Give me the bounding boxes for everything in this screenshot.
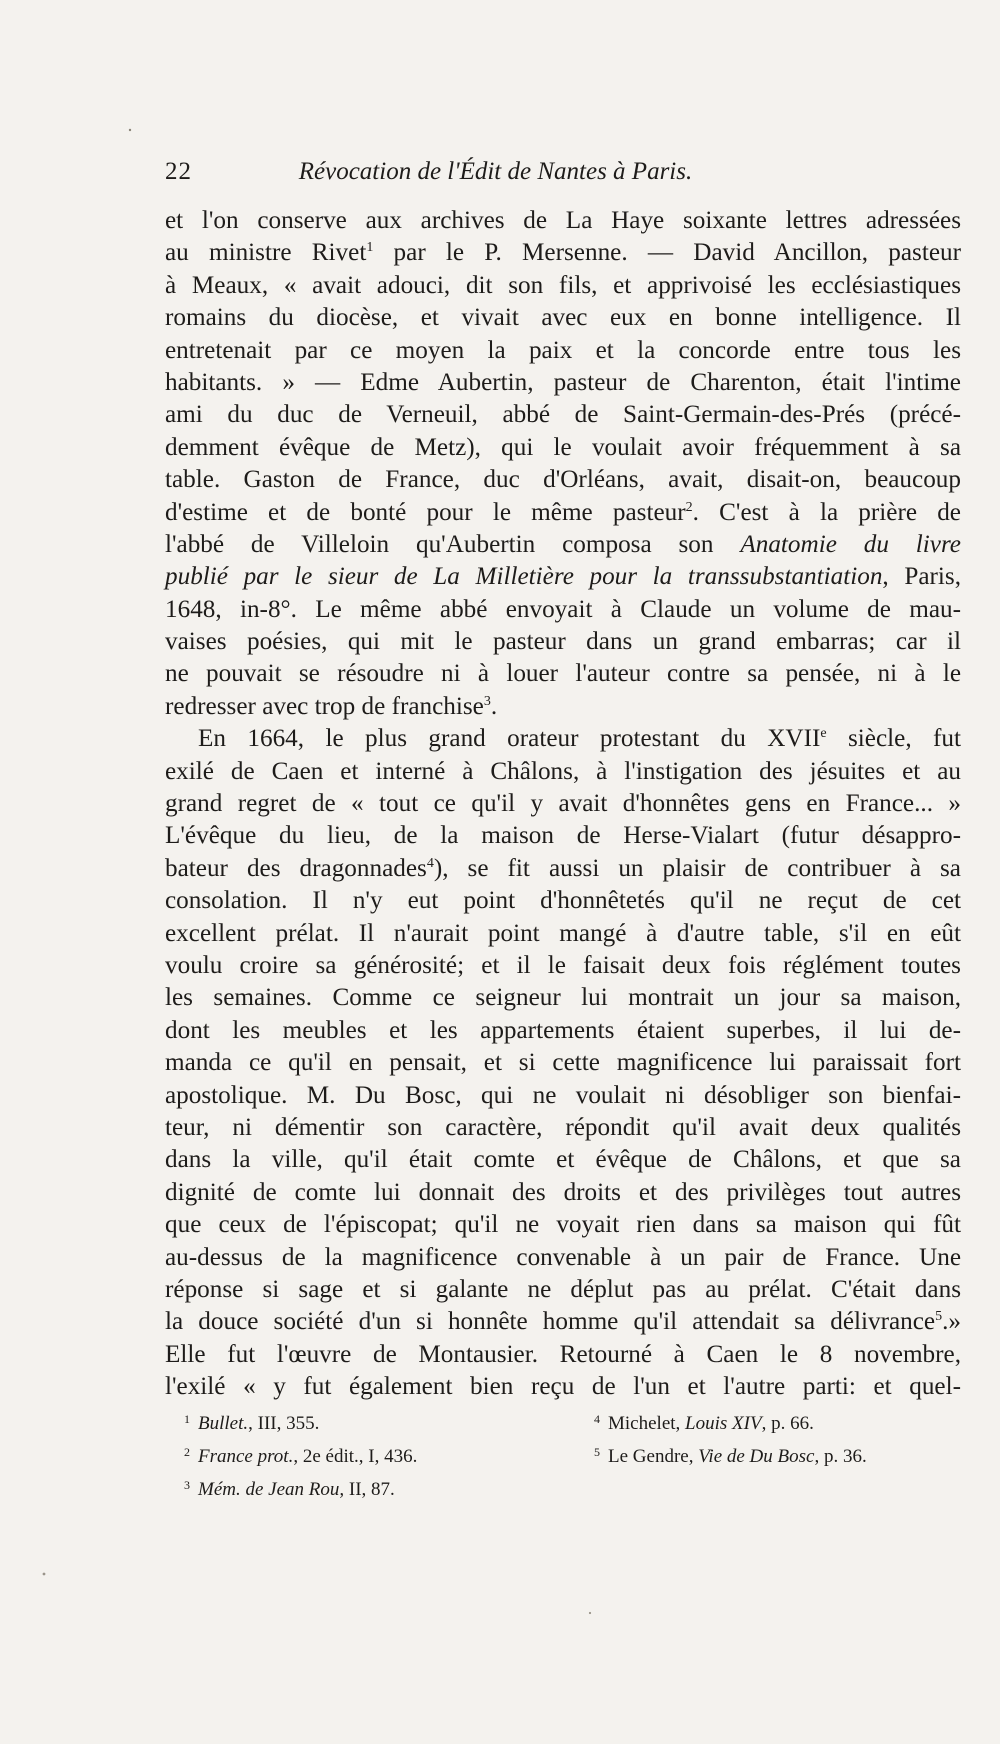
text-line bbox=[165, 853, 961, 885]
text-line bbox=[165, 1177, 961, 1209]
running-head bbox=[165, 158, 790, 194]
footnote-italic-text: Mém. de Jean Rou, bbox=[198, 1479, 345, 1500]
text-line bbox=[165, 950, 961, 982]
footnote-1 bbox=[184, 1405, 584, 1438]
text-line bbox=[165, 594, 961, 626]
text-segment: et l'on conserve aux archives de La Haye soixante lettres adressées bbox=[165, 207, 961, 234]
text-segment: .» bbox=[942, 1308, 961, 1336]
text-segment: teur, ni démentir son caractère, répondit qu'il avait deux qualités bbox=[165, 1113, 961, 1141]
text-line bbox=[165, 464, 961, 496]
footnote-reference: 1 bbox=[366, 240, 374, 256]
text-segment: vaises poésies, qui mit le pasteur dans un grand embarras; car il bbox=[165, 628, 961, 656]
text-segment: Elle fut l'œuvre de Montausier. Retourné à Caen le 8 novembre, bbox=[165, 1340, 961, 1368]
text-line bbox=[165, 820, 961, 852]
footnote-text: Michelet, bbox=[608, 1413, 686, 1434]
text-segment: ), se fit aussi un plaisir de contribuer à sa bbox=[433, 854, 961, 882]
text-segment: voulu croire sa générosité; et il le faisait deux fois réglément toutes bbox=[165, 951, 961, 979]
footnote-number: 2 bbox=[184, 1445, 190, 1459]
text-segment: les semaines. Comme ce seigneur lui montrait un jour sa maison, bbox=[165, 984, 961, 1012]
text-segment: , Paris, bbox=[882, 563, 961, 591]
text-line bbox=[165, 1080, 961, 1112]
footnote-5 bbox=[594, 1438, 954, 1471]
text-segment: redresser avec trop de franchise bbox=[165, 692, 484, 720]
footnote-reference: 4 bbox=[426, 855, 434, 871]
text-line bbox=[165, 788, 961, 820]
running-title: Révocation de l'Édit de Nantes à Paris. bbox=[298, 158, 693, 185]
body-text bbox=[165, 205, 961, 1403]
text-segment: l'exilé « y fut également bien reçu de l'un et l'autre parti: et quel- bbox=[165, 1373, 961, 1401]
text-segment: au ministre Rivet bbox=[165, 239, 367, 267]
text-line bbox=[165, 1306, 961, 1338]
text-segment: dont les meubles et les appartements étaient superbes, il lui de- bbox=[165, 1016, 961, 1044]
text-segment: excellent prélat. Il n'aurait point mangé à d'autre table, s'il en eût bbox=[165, 919, 961, 947]
text-segment: 1648, in-8°. Le même abbé envoyait à Claude un volume de mau- bbox=[165, 595, 961, 623]
footnote-text: , p. 66. bbox=[761, 1413, 814, 1434]
text-segment: En 1664, le plus grand orateur protestant du XVII bbox=[198, 725, 821, 753]
footnote-reference: e bbox=[820, 726, 827, 742]
text-segment: d'estime et de bonté pour le même pasteur bbox=[165, 498, 686, 526]
text-line bbox=[165, 1112, 961, 1144]
italic-text: Anatomie du livre bbox=[740, 530, 961, 558]
footnote-3 bbox=[184, 1471, 584, 1504]
text-segment: ne pouvait se résoudre ni à louer l'auteur contre sa pensée, ni à le bbox=[165, 660, 961, 688]
footnote-text: , III, 355. bbox=[248, 1413, 320, 1434]
footnote-text: , 2e édit., I, 436. bbox=[293, 1446, 418, 1467]
footnote-reference: 5 bbox=[935, 1309, 943, 1325]
text-line bbox=[165, 1209, 961, 1241]
text-line bbox=[165, 399, 961, 431]
text-line bbox=[165, 432, 961, 464]
page-number: 22 bbox=[165, 158, 192, 185]
footnote-number: 4 bbox=[594, 1412, 600, 1426]
text-line bbox=[165, 691, 961, 723]
text-segment: réponse si sage et si galante ne déplut pas au prélat. C'était dans bbox=[165, 1275, 961, 1303]
speck bbox=[129, 129, 131, 131]
text-line bbox=[165, 335, 961, 367]
text-segment: par le P. Mersenne. — David Ancillon, pasteur bbox=[373, 239, 962, 267]
text-line bbox=[165, 205, 961, 237]
italic-text: publié par le sieur de La Milletière pour la transsubstantiation bbox=[165, 563, 883, 591]
speck bbox=[43, 1573, 46, 1576]
footnote-italic-text: Vie de Du Bosc bbox=[698, 1446, 815, 1467]
text-segment: l'abbé de Villeloin qu'Aubertin composa son bbox=[165, 530, 741, 558]
text-segment: apostolique. M. Du Bosc, qui ne voulait ni désobliger son bienfai- bbox=[165, 1081, 961, 1109]
text-line bbox=[165, 1371, 961, 1403]
text-segment: habitants. » — Edme Aubertin, pasteur de Charenton, était l'intime bbox=[165, 368, 961, 396]
text-line bbox=[165, 885, 961, 917]
speck bbox=[589, 1612, 591, 1614]
text-segment: dans la ville, qu'il était comte et évêque de Châlons, et que sa bbox=[165, 1146, 961, 1174]
text-segment: dignité de comte lui donnait des droits et des privilèges tout autres bbox=[165, 1178, 961, 1206]
text-segment: romains du diocèse, et vivait avec eux en bonne intelligence. Il bbox=[165, 304, 961, 332]
footnote-number: 1 bbox=[184, 1412, 190, 1426]
text-segment: au-dessus de la magnificence convenable à un pair de France. Une bbox=[165, 1243, 961, 1271]
footnote-4 bbox=[594, 1405, 954, 1438]
text-segment: . C'est à la prière de bbox=[692, 498, 961, 526]
text-line bbox=[165, 756, 961, 788]
footnote-text: Le Gendre, bbox=[608, 1446, 699, 1467]
text-line bbox=[165, 723, 961, 755]
text-segment: table. Gaston de France, duc d'Orléans, avait, disait-on, beaucoup bbox=[165, 466, 961, 494]
text-line bbox=[165, 982, 961, 1014]
footnote-2 bbox=[184, 1438, 584, 1471]
text-segment: siècle, fut bbox=[826, 725, 961, 753]
text-segment: demment évêque de Metz), qui le voulait avoir fréquemment à sa bbox=[165, 433, 961, 461]
footnote-text: II, 87. bbox=[344, 1479, 395, 1500]
text-line bbox=[165, 497, 961, 529]
text-line bbox=[165, 237, 961, 269]
text-line bbox=[165, 658, 961, 690]
footnote-italic-text: Louis XIV bbox=[685, 1413, 762, 1434]
text-line bbox=[165, 1242, 961, 1274]
text-segment: . bbox=[490, 692, 498, 720]
text-line bbox=[165, 367, 961, 399]
text-line bbox=[165, 918, 961, 950]
text-line bbox=[165, 626, 961, 658]
footnote-reference: 2 bbox=[685, 499, 693, 515]
footnotes-left-column bbox=[184, 1405, 584, 1504]
text-segment: entretenait par ce moyen la paix et la concorde entre tous les bbox=[165, 336, 961, 364]
text-line bbox=[165, 1015, 961, 1047]
text-line bbox=[165, 1274, 961, 1306]
text-segment: à Meaux, « avait adouci, dit son fils, et apprivoisé les ecclésiastiques bbox=[165, 271, 961, 299]
text-line bbox=[165, 561, 961, 593]
text-segment: manda ce qu'il en pensait, et si cette magnificence lui paraissait fort bbox=[165, 1049, 961, 1077]
text-line bbox=[165, 1339, 961, 1371]
text-segment: consolation. Il n'y eut point d'honnêtetés qu'il ne reçut de cet bbox=[165, 887, 961, 915]
footnote-italic-text: Bullet. bbox=[198, 1413, 249, 1434]
text-line bbox=[165, 529, 961, 561]
footnote-number: 3 bbox=[184, 1478, 190, 1492]
text-segment: la douce société d'un si honnête homme qu'il attendait sa délivrance bbox=[165, 1308, 936, 1336]
text-line bbox=[165, 302, 961, 334]
text-segment: grand regret de « tout ce qu'il y avait d'honnêtes gens en France... » bbox=[165, 790, 961, 818]
footnotes-right-column bbox=[594, 1405, 954, 1471]
footnote-reference: 3 bbox=[483, 693, 491, 709]
text-segment: que ceux de l'épiscopat; qu'il ne voyait rien dans sa maison qui fût bbox=[165, 1211, 961, 1239]
footnote-number: 5 bbox=[594, 1445, 600, 1459]
text-line bbox=[165, 1047, 961, 1079]
text-line bbox=[165, 1144, 961, 1176]
text-segment: ami du duc de Verneuil, abbé de Saint-Germain-des-Prés (précé- bbox=[165, 401, 961, 429]
text-segment: bateur des dragonnades bbox=[165, 854, 427, 882]
text-segment: exilé de Caen et interné à Châlons, à l'instigation des jésuites et au bbox=[165, 757, 961, 785]
text-segment: L'évêque du lieu, de la maison de Herse-Vialart (futur désappro- bbox=[165, 822, 961, 850]
text-line bbox=[165, 270, 961, 302]
footnote-text: , p. 36. bbox=[814, 1446, 867, 1467]
footnote-italic-text: France prot. bbox=[198, 1446, 294, 1467]
